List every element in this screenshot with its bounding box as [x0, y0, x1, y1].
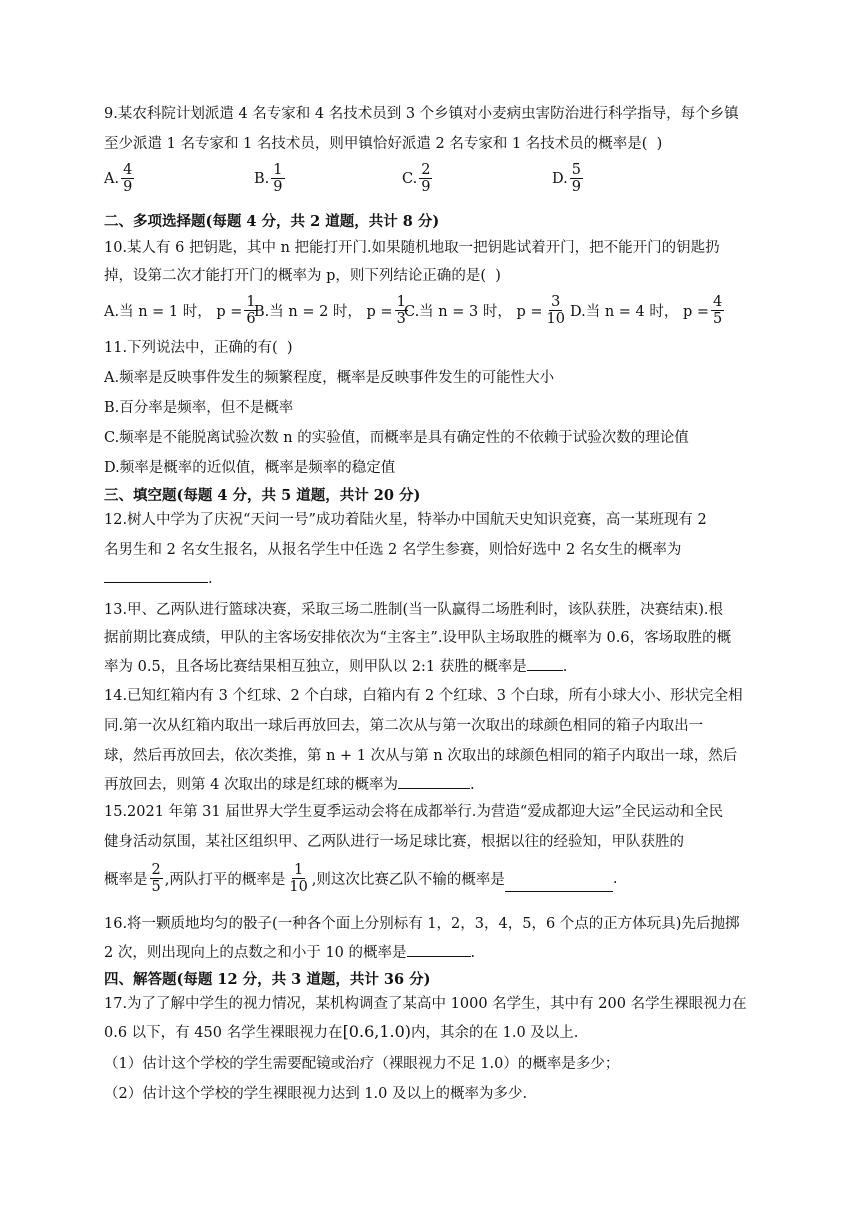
section-3-heading: 三、填空题(每题 4 分，共 5 道题，共计 20 分) [104, 487, 421, 504]
q9-option-b: B. $\frac{1}{9}$ [254, 162, 283, 195]
q10-line1: 10.某人有 6 把钥匙，其中 n 把能打开门.如果随机地取一把钥匙试着开门，把不能开门的钥匙扔 [104, 240, 720, 256]
q9-option-a: A. $\frac{4}{9}$ [104, 162, 133, 195]
q13-line2: 据前期比赛成绩，甲队的主客场安排依次为“主客主”.设甲队主场取胜的概率为 0.6，客场取胜的概 [104, 630, 732, 646]
q9-option-d: D. $\frac{5}{9}$ [552, 162, 581, 195]
q13-line1: 13.甲、乙两队进行篮球决赛，采取三场二胜制(当一队赢得二场胜利时，该队获胜，决赛结束).根 [104, 602, 723, 618]
q14-line2: 同.第一次从红箱内取出一球后再放回去，第二次从与第一次取出的球颜色相同的箱子内取出一 [104, 718, 704, 734]
q11-option-b: B.百分率是频率，但不是概率 [104, 400, 294, 416]
section-4-heading: 四、解答题(每题 12 分，共 3 道题，共计 36 分) [104, 971, 431, 988]
section-2-heading: 二、多项选择题(每题 4 分，共 2 道题，共计 8 分) [104, 213, 440, 230]
q14-line3: 球，然后再放回去，依次类推，第 n + 1 次从与第 n 次取出的球颜色相同的箱子内取出一球，然后 [104, 748, 738, 764]
q10-option-d: D.当 n = 4 时， p = $\frac{4}{5}$ [570, 294, 723, 327]
q17-sub2: （2）估计这个学校的学生裸眼视力达到 1.0 及以上的概率为多少. [104, 1086, 528, 1102]
interval: [0.6,1.0) [342, 1022, 412, 1041]
q11-stem: 11.下列说法中，正确的有( ) [104, 340, 293, 356]
q10-line2: 掉，设第二次才能打开门的概率为 p，则下列结论正确的是( ) [104, 268, 501, 284]
q11-option-a: A.频率是反映事件发生的频繁程度，概率是反映事件发生的可能性大小 [104, 370, 555, 386]
answer-blank[interactable] [104, 568, 208, 583]
q12-line2: 名男生和 2 名女生报名，从报名学生中任选 2 名学生参赛，则恰好选中 2 名女生的概率为 [104, 542, 682, 558]
answer-blank[interactable] [398, 774, 470, 789]
q15-line3: 概率是 $\frac{2}{5}$ ,两队打平的概率是 $\frac{1}{10}$ ,则这次比赛乙队不输的概率是 . [104, 862, 618, 895]
q17-line2: 0.6 以下，有 450 名学生裸眼视力在[0.6,1.0)内，其余的在 1.0 及以上. [104, 1022, 579, 1041]
q9-line1: 9.某农科院计划派遣 4 名专家和 4 名技术员到 3 个乡镇对小麦病虫害防治进行科学指导，每个乡镇 [104, 106, 739, 122]
answer-blank[interactable] [527, 656, 563, 671]
q9-line2: 至少派遣 1 名专家和 1 名技术员，则甲镇恰好派遣 2 名专家和 1 名技术员的概率是( ) [104, 136, 663, 152]
q16-line1: 16.将一颗质地均匀的骰子(一种各个面上分别标有 1，2，3，4，5，6 个点的正方体玩具)先后抛掷 [104, 916, 740, 932]
q17-line1: 17.为了了解中学生的视力情况，某机构调查了某高中 1000 名学生，其中有 200 名学生裸眼视力在 [104, 996, 747, 1012]
q12-line1: 12.树人中学为了庆祝“天问一号”成功着陆火星，特举办中国航天史知识竞赛，高一某班现有 2 [104, 512, 707, 528]
q17-sub1: （1）估计这个学校的学生需要配镜或治疗（裸眼视力不足 1.0）的概率是多少； [104, 1056, 620, 1072]
q11-option-c: C.频率是不能脱离试验次数 n 的实验值，而概率是具有确定性的不依赖于试验次数的理论值 [104, 430, 689, 446]
q13-line3: 率为 0.5，且各场比赛结果相互独立，则甲队以 2:1 获胜的概率是 . [104, 656, 567, 677]
q16-line2: 2 次，则出现向上的点数之和小于 10 的概率是 . [104, 942, 475, 963]
q10-option-c: C.当 n = 3 时， p = $\frac{3}{10}$ [404, 294, 565, 327]
q12-answer-line: . [104, 568, 213, 589]
q9-option-c: C. $\frac{2}{9}$ [402, 162, 431, 195]
q11-option-d: D.频率是概率的近似值，概率是频率的稳定值 [104, 460, 396, 476]
q15-line2: 健身活动氛围，某社区组织甲、乙两队进行一场足球比赛，根据以往的经验知，甲队获胜的 [104, 834, 684, 850]
q10-option-b: B.当 n = 2 时， p = $\frac{1}{3}$ [254, 294, 406, 327]
q10-option-a: A.当 n = 1 时， p = $\frac{1}{6}$ [104, 294, 256, 327]
q15-line1: 15.2021 年第 31 届世界大学生夏季运动会将在成都举行.为营造“爱成都迎大运”全民运动和全民 [104, 804, 724, 820]
q14-line1: 14.已知红箱内有 3 个红球、2 个白球，白箱内有 2 个红球、3 个白球，所有小球大小、形状完全相 [104, 688, 743, 704]
answer-blank[interactable] [407, 942, 471, 957]
answer-blank[interactable] [505, 877, 613, 892]
q14-line4: 再放回去，则第 4 次取出的球是红球的概率为 . [104, 774, 475, 795]
